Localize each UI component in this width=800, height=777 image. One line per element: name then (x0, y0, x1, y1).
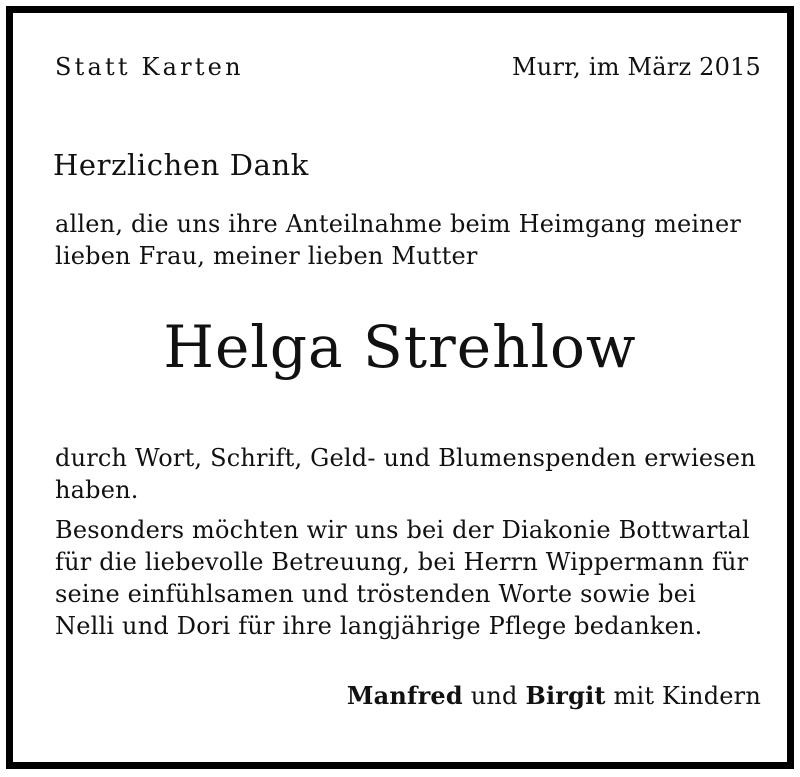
intro-line-2: lieben Frau, meiner lieben Mutter (55, 242, 478, 270)
special-line-3: seine einfühlsamen und tröstenden Worte sowie bei (55, 580, 697, 608)
signature (347, 681, 761, 710)
special-line-4: Nelli und Dori für ihre langjährige Pflege bedanken. (55, 612, 703, 640)
header-date-place: Murr, im März 2015 (512, 53, 761, 81)
obituary-notice-frame (6, 6, 794, 769)
deceased-name: Helga Strehlow (163, 313, 637, 381)
thanks-line-1: durch Wort, Schrift, Geld- und Blumenspenden erwiesen (55, 444, 756, 472)
signature-suffix: mit Kindern (613, 682, 761, 710)
special-line-1: Besonders möchten wir uns bei der Diakonie Bottwartal (55, 516, 750, 544)
thanks-line-2: haben. (55, 476, 139, 504)
signature-name-2: Birgit (525, 681, 606, 710)
thanks-heading: Herzlichen Dank (53, 148, 309, 182)
special-line-2: für die liebevolle Betreuung, bei Herrn Wippermann für (55, 548, 749, 576)
intro-line-1: allen, die uns ihre Anteilnahme beim Heimgang meiner (55, 210, 742, 238)
signature-name-1: Manfred (346, 681, 463, 710)
signature-and: und (470, 682, 518, 710)
header-left-text: Statt Karten (55, 53, 244, 81)
